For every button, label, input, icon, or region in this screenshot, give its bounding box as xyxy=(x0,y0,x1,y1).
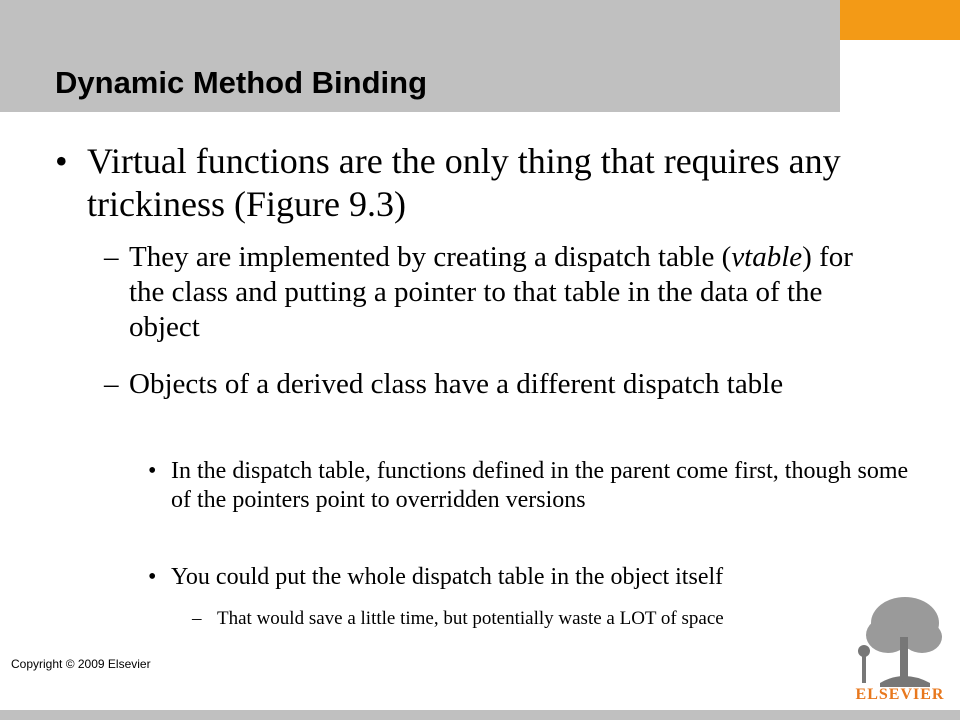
bullet-text xyxy=(129,240,884,345)
bullet-text: You could put the whole dispatch table in the object itself xyxy=(171,564,724,590)
bullet-text-pre: They are implemented by creating a dispatch table ( xyxy=(129,241,732,273)
slide-title: Dynamic Method Binding xyxy=(55,65,427,100)
bullet-marker: • xyxy=(148,564,157,590)
bullet-text: That would save a little time, but potentially waste a LOT of space xyxy=(217,608,724,629)
bullet-marker: • xyxy=(55,141,68,181)
bottom-bar xyxy=(0,710,960,720)
dash-marker: – xyxy=(104,241,119,273)
bullet-level3 xyxy=(148,563,918,592)
bullet-level2 xyxy=(104,367,884,402)
bullet-level1 xyxy=(55,140,855,226)
dash-marker: – xyxy=(104,368,119,400)
bullet-text: Virtual functions are the only thing that requires any trickiness (Figure 9.3) xyxy=(87,141,841,224)
bullet-text-emphasis: vtable xyxy=(731,241,803,273)
copyright-text: Copyright © 2009 Elsevier xyxy=(11,657,151,671)
bullet-text-post: ) for the class and putting a pointer to that table in the data of the object xyxy=(129,241,853,343)
accent-block xyxy=(840,0,960,40)
bullet-text: In the dispatch table, functions defined in the parent come first, though some of the pointers point to overridden versions xyxy=(171,458,909,513)
bullet-marker: • xyxy=(148,458,157,484)
dash-marker: – xyxy=(192,608,202,629)
bullet-level4 xyxy=(192,607,892,631)
bullet-text: Objects of a derived class have a different dispatch table xyxy=(129,368,784,400)
bullet-level2 xyxy=(104,240,884,345)
logo-wordmark: ELSEVIER xyxy=(855,686,945,703)
bullet-level3 xyxy=(148,457,918,515)
